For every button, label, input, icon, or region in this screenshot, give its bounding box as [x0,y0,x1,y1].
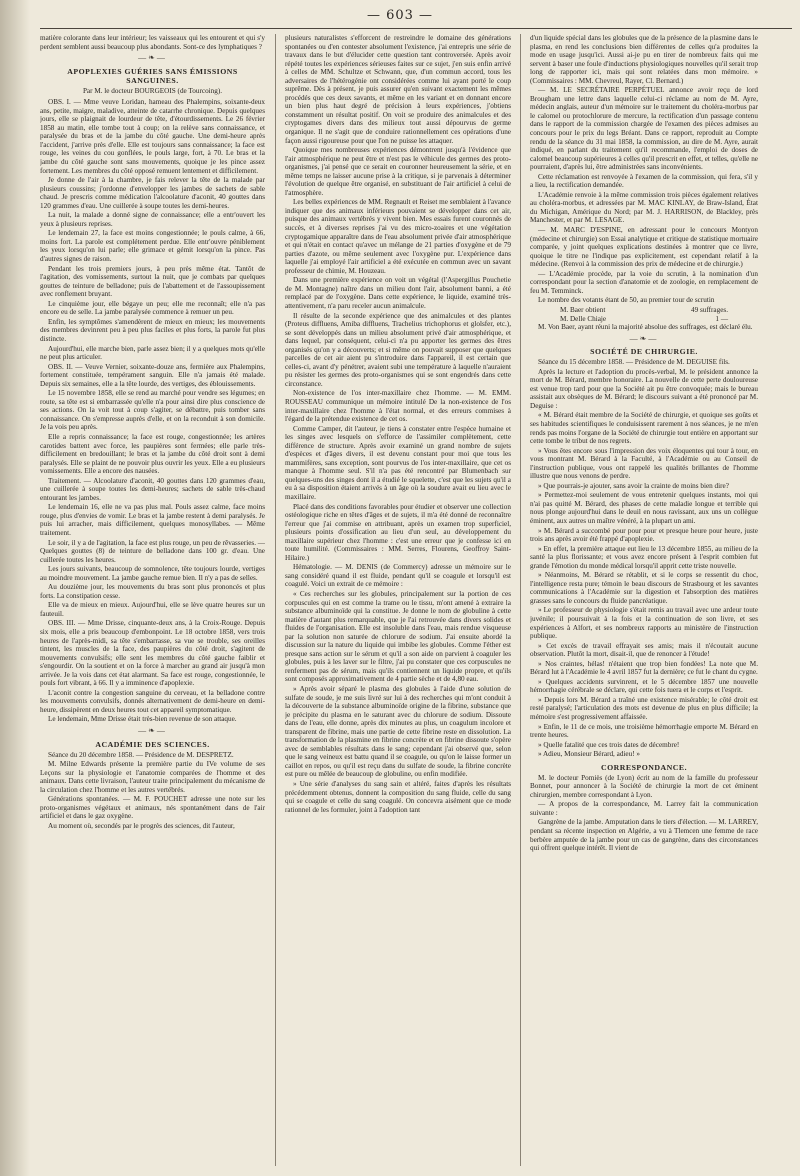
column-3 [530,34,758,1166]
paragraph: » Après avoir séparé le plasma des globules à l'aide d'une solution de sulfate de soude, je me suis livré sur lui à des recherches qui m'ont conduit à la découverte de la substance albuminoïde origine de la fibrine, substance que je précipite du plasma en le saturant avec du chlorure de sodium. Dissoute dans de l'eau, elle donne, après dix minutes au plus, un coagulum incolore et transparent de fibrine, mais une partie de cette fibrine reste en dissolution. La transformation de la plasmine en fibrine concrète et en fibrine dissoute s'opère avec de semblables résultats dans le sang; cependant j'ai observé que, selon que le sang veineux est battu quand il se coagule, ou qu'on le laisse former un caillot en repos, ou qu'il est reçu dans du sulfate de soude, la fibrine concrète est pure ou mêlée de beaucoup de globuline, ou enfin modifiée. [285,685,511,779]
paragraph: Elle va de mieux en mieux. Aujourd'hui, elle se lève quatre heures sur un fauteuil. [40,601,265,618]
paragraph: Il résulte de la seconde expérience que des animalcules et des plantes (Proteus diffluens, Amiba diffluens, Trachelius trichophorus et glolsfer, etc.), se sont développés dans un milieu absolument privé d'air atmosphérique, et dans lequel, par conséquent, celui-ci n'a pu apporter les germes des êtres organisés qu'on y a découverts; et si même on pouvait supposer que quelques parcelles de cet air aient pu s'introduire dans l'appareil, il est certain que celles-ci, avant d'y pénétrer, avaient subi une température à laquelle n'auraient pu résister les germes des proto-organismes qui se sont engendrés dans cette circonstance. [285,311,511,388]
paragraph: Traitement. — Alcoolature d'aconit, 40 gouttes dans 120 grammes d'eau, une cuillerée à soupe toutes les demi-heures; sachets de sable très-chaud entourant les jambes. [40,476,265,502]
byline: Par M. le docteur BOURGEOIS (de Tourcoing). [82,86,223,95]
paragraph: Enfin, les symptômes s'amendèrent de mieux en mieux; les mouvements des membres devinrent peu à peu plus faciles et plus forts, la parole fut plus distincte. [40,317,265,343]
paragraph: — A propos de la correspondance, M. Larrey fait la communication suivante : [530,800,758,817]
paragraph: Au moment où, secondés par le progrès des sciences, dit l'auteur, [48,821,235,830]
header-rule [40,28,792,29]
paragraph: Dans une première expérience on voit un végétal (l'Aspergillus Pouchetie de M. Montagne) naître dans un milieu dont l'air, absolument banni, a été remplacé par de l'oxygène. Dans cette expérience, le liquide, examiné très-attentivement, n'a paru receler aucun animalcule. [285,276,511,310]
paragraph: Après la lecture et l'adoption du procès-verbal, M. le président annonce la mort de M. Bérard, membre honoraire. La nouvelle de cette perte douloureuse est venue trop tard pour que la Société ait pu être convoquée; mais le bureau assistait aux obsèques de M. Bérard; le discours suivant a été prononcé par M. Deguise : [530,367,758,410]
paragraph: » Vous êtes encore sous l'impression des voix éloquentes qui tour à tour, en vous montrant M. Bérard à la Faculté, à l'Académie ou au Conseil de l'instruction publique, vous ont rappelé les qualités brillantes de l'homme illustre que nous venons de perdre. [530,446,758,481]
paragraph: » Quelle fatalité que ces trois dates de décembre! [538,740,680,749]
vote-count: 1 — [715,314,728,323]
paragraph: — L'Académie procède, par la voie du scrutin, à la nomination d'un correspondant pour la section d'anatomie et de zoologie, en remplacement de feu M. Temminck. [530,269,758,295]
paragraph: Au douzième jour, les mouvements du bras sont plus prononcés et plus forts. La constipation cesse. [40,583,265,600]
column-divider [520,34,521,1166]
ornament-divider: —❧— [138,726,167,736]
paragraph: Le lendemain 27, la face est moins congestionnée; le pouls calme, à 66, moins fort. La parole est complétement perdue. Elle entr'ouvre péniblement les yeux lorsqu'on lui parle; elle grimace et gémit lorsqu'on la pince. Pas d'autres signes de raison. [40,229,265,264]
vote-count: 49 suffrages. [691,305,728,314]
paragraph: — M. LE SECRÉTAIRE PERPÉTUEL annonce avoir reçu de lord Brougham une lettre dans laquelle celui-ci réclame au nom de M. Ayre, médecin anglais, auteur d'un mémoire sur le traitement du choléra-morbus par le calomel ou protochlorure de mercure, la rectification d'un passage contenu dans le rapport de la commission chargée de l'examen des pièces admises au concours pour le prix du legs Bréant. Dans ce rapport, reproduit au Compte rendu de la séance du 31 mai 1858, la commission, au dire de M. Ayre, aurait indiqué, en parlant du traitement qu'il recommande, l'emploi de doses de calomel beaucoup supérieures à celles qu'il prescrit en effet, et telles, qu'elle ne pourraient, d'après lui, être administrées sans inconvénients. [530,86,758,172]
paragraph: Les jours suivants, beaucoup de somnolence, tête toujours lourde, vertiges au moindre mouvement. La jambe gauche remue bien. Il n'y a pas de selles. [40,565,265,582]
paragraph: Quoique mes nombreuses expériences démontrent jusqu'à l'évidence que l'air atmosphérique ne peut être et n'est pas le véhicule des germes des proto-organismes, j'ai pensé que ce serait en couronner heureusement la série, et en même temps ne laisser aucune prise à la critique, si je parvenais à déterminer l'évolution de quelque être organisé, en substituant de l'air artificiel à celui de l'atmosphère. [285,146,511,197]
paragraph: Le cinquième jour, elle bégaye un peu; elle me reconnaît; elle n'a pas encore eu de selle. La jambe paralysée commence à remuer un peu. [40,299,265,317]
paragraph: M. Milne Edwards présente la première partie du IVe volume de ses Leçons sur la physiologie et l'anatomie comparées de l'homme et des animaux. Dans cette livraison, l'auteur traite principalement du mécanisme de la circulation chez l'homme et les autres vertébrés. [40,760,265,794]
paragraph: OBS. III. — Mme Drisse, cinquante-deux ans, à la Croix-Rouge. Depuis six mois, elle a pris beaucoup d'embonpoint. Le 18 octobre 1858, vers trois heures de l'après-midi, sa tête s'embarrasse, sa vue se trouble, ses oreilles tintent, les muscles de la face, des paupières du côté droit, s'agitent de mouvements convulsifs; elle sent les membres du côté gauche faiblir et s'engourdir. On la soutient et on la force à marcher au grand air jusqu'à mon arrivée. Je la vois dans cet état alarmant. Sa face est rouge, congestionnée, le pouls fort vibrant, à 66. Il y a imminence d'apoplexie. [40,619,265,688]
vote-name: M. Delle Chiaje [560,314,607,323]
binding-shadow [0,0,30,1176]
paragraph: » Adieu, Monsieur Bérard, adieu! » [538,750,640,759]
session-line: Séance du 20 décembre 1858. — Présidence de M. DESPRETZ. [48,750,234,759]
paragraph: Placé dans des conditions favorables pour étudier et observer une collection ostéologique riche en têtes d'âges et de sujets, il m'a été donné de reconnaître l'erreur que j'ai commise en attribuant, après un examen trop superficiel, plusieurs points d'ossification au lieu d'un seul, au développement du maxillaire supérieur chez l'homme : c'est une erreur que je confesse ici en toute humilité. (Commissaires : MM. Serres, Flourens, Geoffroy Saint-Hilaire.) [285,502,511,562]
paragraph: La nuit, la malade a donné signe de connaissance; elle a entr'ouvert les yeux à plusieurs reprises. [40,211,265,228]
paragraph: » En effet, la première attaque eut lieu le 13 décembre 1855, au milieu de la santé la plus florissante; et vous avez encore présent à l'esprit combien fut grande l'émotion du monde médical lorsqu'il apprit cette triste nouvelle. [530,544,758,570]
paragraph: Gangrène de la jambe. Amputation dans le tiers d'élection. — M. LARREY, pendant sa récente inspection en Algérie, a vu à Tlemcen une femme de race berbère amputée de la jambe pour un cas de gangrène, dans des circonstances qui offrent quelque intérêt. Il vient de [530,818,758,853]
paragraph: » Enfin, le 11 de ce mois, une troisième hémorrhagie emporte M. Bérard en trente heures. [530,722,758,740]
subsection-heading: CORRESPONDANCE. [600,762,688,772]
column-2 [285,34,511,1166]
paragraph: Hématologie. — M. DENIS (de Commercy) adresse un mémoire sur le sang considéré quand il est fluide, pendant qu'il se coagule et lorsqu'il est coagulé. Voici un extrait de ce mémoire : [285,563,511,589]
paragraph: Les belles expériences de MM. Regnault et Reiset me semblaient à l'avance indiquer que des animaux inférieurs pouvaient se développer dans cet air, puisque des animaux vertébrés y vivent bien. Mes essais furent couronnés de succès, et à diverses reprises j'ai vu des micro-zoaires et une végétation cryptogamique apparaître dans de l'eau absolument privée d'air atmosphérique et qui n'était en contact qu'avec un mélange de 21 parties d'oxygène et de 79 parties d'azote, ou même seulement avec l'oxygène pur. L'expérience dans laquelle j'ai employé l'air artificiel a été exécutée en commun avec un savant professeur de chimie, M. Houzeau. [285,198,511,275]
paragraph: plusieurs naturalistes s'efforcent de restreindre le domaine des générations spontanées ou d'en contester absolument l'existence, j'ai entrepris une série de travaux dans le but d'élucider cette question tant controversée. Après avoir répété toutes les expériences sérieuses faites sur ce sujet, j'en suis enfin arrivé à celles de MM. Schultze et Schwann, que, d'un commun accord, tous les adversaires de l'hétérogénie ont considérées comme lui ayant porté le coup suprême. Dès à présent, je puis assurer qu'en suivant exactement les mêmes procédés que ces deux savants, et même en les variant et en donnant encore un bien plus haut degré de précision à leurs expériences, j'obtiens constamment un résultat positif. On voit se produire des animalcules et des cryptogames divers dans des milieux tout aussi dépourvus de germe organique. Il ne s'agit que de conduire rationnellement ces opérations d'une façon aussi rigoureuse pour que l'on ne puisse les attaquer. [285,34,511,145]
vote-name: M. Baer obtient [560,305,606,314]
paragraph: » Une série d'analyses du sang sain et altéré, faites d'après les résultats précédemment obtenus, donnent la composition du sang fluide, celle du sang qui se coagule et celle du sang coagulé. On concevra aisément que ce mode rationnel de les formuler, joint à l'adoption tant [285,780,511,814]
paragraph: L'Académie renvoie à la même commission trois pièces également relatives au choléra-morbus, et adressées par M. MAC KINLAY, de Braw-Island, État du Michigan, Amérique du Nord; par M. J. HARRISON, de Blackley, près Manchester, et par M. LESAGE. [530,190,758,225]
paragraph: Aujourd'hui, elle marche bien, parle assez bien; il y a quelques mots qu'elle ne peut plus articuler. [40,344,265,362]
paragraph: Le nombre des votants étant de 50, au premier tour de scrutin [538,296,715,305]
page-number: — 603 — [366,8,434,23]
paragraph: Le 15 novembre 1858, elle se rend au marché pour vendre ses légumes; en route, sa tête est si embarrassée qu'elle n'a pour ainsi dire plus conscience de ses actions. On la voit tout à coup s'agiter, se débattre, puis tomber sans connaissance. On s'empresse auprès d'elle, et on la reconduit à son domicile. Je la vois peu après. [40,389,265,432]
section-heading: SOCIÉTÉ DE CHIRURGIE. [590,347,698,357]
paragraph: Non-existence de l'os inter-maxillaire chez l'homme. — M. EMM. ROUSSEAU communique un mémoire intitulé De la non-existence de l'os inter-maxillaire chez l'homme à l'état normal, et des erreurs commises à l'égard de la prétendue existence de cet os. [285,389,511,424]
paragraph: » Permettez-moi seulement de vous entretenir quelques instants, moi qui n'ai pas quitté M. Bérard, des phases de cette maladie longue et terrible qui nous plonge aujourd'hui dans le deuil en nous ravissant, aux uns un collègue éminent, aux autres un maître vénéré, à la plupart un ami. [530,491,758,525]
paragraph: « Ces recherches sur les globules, principalement sur la portion de ces corpuscules qui en est comme la trame ou le tissu, m'ont amené à extraire la substance albuminoïde qui la constitue. Je donne le nom de globuline à cette matière d'autant plus remarquable, que je l'ai retrouvée dans divers solides et fluides de l'organisation. Elle est insoluble dans l'eau, mais rendue visqueuse par la solution non saturée de chlorure de sodium. J'ai ensuite abordé la discussion sur la nature du liquide qui imbibe les globules. Comme l'éther est presque sans action sur le sérum et qu'il a son aide on parvient à coaguler les globules, puis à les laver sur le filtre, j'ai pu constater que ces corpuscules ne renferment pas de sérum, mais qu'ils contiennent un liquide propre, et qu'ils sont composés approximativement de 4 partie sèche et de 4,80 eau. [285,590,511,684]
paragraph: M. Von Baer, ayant réuni la majorité absolue des suffrages, est déclaré élu. [538,323,753,332]
ornament-divider: —❧— [629,333,659,343]
paragraph: Je donne de l'air à la chambre, je fais relever la tête de la malade par plusieurs coussins; j'ordonne d'envelopper les jambes de sachets de sable chaud. Je prescris comme médication l'alcoolature d'aconit, 40 gouttes dans 120 grammes d'eau. Une cuillerée à soupe toutes les demi-heures. [40,176,265,210]
paragraph: » Que pourrais-je ajouter, sans avoir la crainte de moins bien dire? [538,481,729,490]
column-1 [40,34,265,1166]
vote-row [530,315,758,324]
paragraph: Le lendemain, Mme Drisse était très-bien revenue de son attaque. [48,715,237,724]
paragraph: » Néanmoins, M. Bérard se rétablit, et si le corps se ressentit du choc, l'intelligence resta pure; témoin le beau discours de Strasbourg et les savantes communications à l'Académie sur la digestion et l'absorption des matières grasses sans le concours du fluide pancréatique. [530,571,758,605]
paragraph: Générations spontanées. — M. F. POUCHET adresse une note sur les proto-organismes végétaux et animaux, nés spontanément dans de l'air artificiel et dans le gaz oxygène. [40,795,265,821]
paragraph: d'un liquide spécial dans les globules que de la présence de la plasmine dans le plasma, en rend les conclusions bien différentes de celles qu'a produites la mode en usage jusqu'ici. Aussi ai-je pu en tirer de nombreux faits qui me servent à baser une foule d'inductions physiologiques nouvelles qu'il serait trop long de rapporter ici, mais qui sont relatées dans mon mémoire. » (Commissaires : MM. Chevreul, Rayer, Cl. Bernard.) [530,34,758,85]
paragraph: Elle a repris connaissance; la face est rouge, congestionnée; les artères carotides battent avec force, les paupières sont fermées; elle parle très-difficilement en bredouillant; le bras et la jambe du côté droit sont à demi paralysés. Elle se plaint de ne pouvoir plus ouvrir les yeux. Elle a eu plusieurs vomissements. Elle a encore des nausées. [40,432,265,476]
paragraph: matière colorante dans leur intérieur; les vaisseaux qui les entourent et qui s'y perdent semblent aussi beaucoup plus abondants. Sont-ce des lymphatiques ? [40,34,265,51]
paragraph: » Nos craintes, hélas! n'étaient que trop bien fondées! La note que M. Bérard lut à l'Académie le 4 avril 1857 fut la dernière; ce fut le chant du cygne. [530,659,758,677]
vote-row [530,306,758,315]
paragraph: « M. Bérard était membre de la Société de chirurgie, et quoique ses goûts et ses habitudes scientifiques le conduisissent rarement à nos séances, je ne m'en rends pas moins l'organe de la Société de chirurgie tout entière en apportant sur cette tombe le tribut de nos regrets. [530,411,758,446]
ornament-divider: —❧— [138,53,167,63]
paragraph: Le lendemain 16, elle ne va pas plus mal. Pouls assez calme, face moins rouge, plus d'envies de vomir. Le bras et la jambe restent à demi paralysés. Je puis lui arracher, mais difficilement, quelques monosyllabes. — Même traitement. [40,503,265,537]
paragraph: Cette réclamation est renvoyée à l'examen de la commission, qui fera, s'il y a lieu, la rectification demandée. [530,172,758,190]
paragraph: Le soir, il y a de l'agitation, la face est plus rouge, un peu de rêvasseries. — Quelques gouttes (8) de teinture de belladone dans 100 gr. d'eau. Une cuillerée toutes les heures. [40,538,265,564]
paragraph: L'aconit contre la congestion sanguine du cerveau, et la belladone contre les mouvements convulsifs, donnés alternativement de demi-heure en demi-heure, dissipèrent en deux heures tout cet appareil symptomatique. [40,688,265,714]
paragraph: » Le professeur de physiologie s'était remis au travail avec une ardeur toute juvénile; il poursuivait à la fois et la continuation de son livre, et ses expériences à Alfort, et ses nombreux rapports au ministère de l'instruction publique. [530,606,758,641]
paragraph: » Depuis lors M. Bérard a traîné une existence misérable; le côté droit est resté paralysé; l'articulation des mots est devenue de plus en plus difficile; la mémoire s'est progressivement affaissée. [530,695,758,722]
article-heading: APOPLEXIES GUÉRIES SANS ÉMISSIONS SANGUINES. [67,66,238,85]
paragraph: M. le docteur Pomiès (de Lyon) écrit au nom de la famille du professeur Bonnet, pour annoncer à la Société de chirurgie la mort de cet éminent chirurgien, membre correspondant à Lyon. [530,773,758,799]
section-heading: ACADÉMIE DES SCIENCES. [95,739,210,749]
paragraph: » M. Bérard a succombé pour pour pour et presque heure pour heure, juste trois ans après avoir été frappé d'apoplexie. [530,526,758,544]
paragraph: — M. MARC D'ESPINE, en adressant pour le concours Montyon (médecine et chirurgie) son Essai analytique et critique de statistique mortuaire comparée, y joint quelques explications destinées à montrer que ce livre, quoique le titre ne l'indique pas explicitement, est cependant relatif à la médecine. (Renvoi à la commission des prix de médecine et de chirurgie.) [530,226,758,269]
paragraph: OBS. II. — Veuve Vernier, soixante-douze ans, fermière aux Phalempins, fortement constituée, tempérament sanguin. Elle n'a jamais été malade. Depuis six semaines, elle a la tête lourde, des vertiges, des éblouissements. [40,362,265,388]
session-line: Séance du 15 décembre 1858. — Présidence de M. DEGUISE fils. [538,358,730,367]
paragraph: Pendant les trois premiers jours, à peu près même état. Tantôt de l'agitation, des vomissements, surtout la nuit, que je combats par quelques gouttes de teinture de belladone; puis de l'abattement et de l'assoupissement avec ronflement bruyant. [40,264,265,299]
paragraph: » Quelques accidents survinrent, et le 5 décembre 1857 une nouvelle hémorrhagie cérébrale se déclare, qui cette fois tuera et le corps et l'esprit. [530,677,758,695]
paragraph: » Cet excès de travail effrayait ses amis; mais il n'écoutait aucune observation. Plutôt la mort, disait-il, que de renoncer à l'étude! [530,641,758,659]
paragraph: OBS. I. — Mme veuve Loridan, hameau des Phalempins, soixante-deux ans, petite, maigre, maladive, atteinte de catarrhe chronique. Depuis quelques jours, elle se plaignait de lourdeur de tête, d'étourdissements. Le 26 février 1858 au matin, elle tombe tout à coup; on la relève sans connaissance, et paralysée du bras et de la jambe du côté gauche. Une demi-heure après l'accident, j'arrive près d'elle. Elle est toujours sans connaissance; la face est rouge, les veines du cou gonflées, le pouls large, fort, à 70. Le bras et la jambe du côté gauche sont sans mouvements, quoique je les pince assez fortement. Les membres du côté opposé remuent lentement et difficilement. [40,98,265,175]
column-divider [275,34,276,1166]
paragraph: Comme Camper, dit l'auteur, je tiens à constater entre l'espèce humaine et les singes avec lesquels on s'efforce de l'assimiler complètement, cette différence de structure. Après avoir examiné un grand nombre de sujets d'espèces et d'âges divers, il est devenu constant pour moi que tous les mammifères, sans exception, sont pourvus de l'os inter-maxillaire, que cet os manque à l'homme seul. S'il n'a pas été rencontré par Blumenbach sur quelques-uns des singes dont il a étudié le squelette, c'est que les sujets qu'il a eu à sa disposition étaient arrivés à un âge où la soudure avait eu lieu avec le maxillaire. [285,424,511,501]
